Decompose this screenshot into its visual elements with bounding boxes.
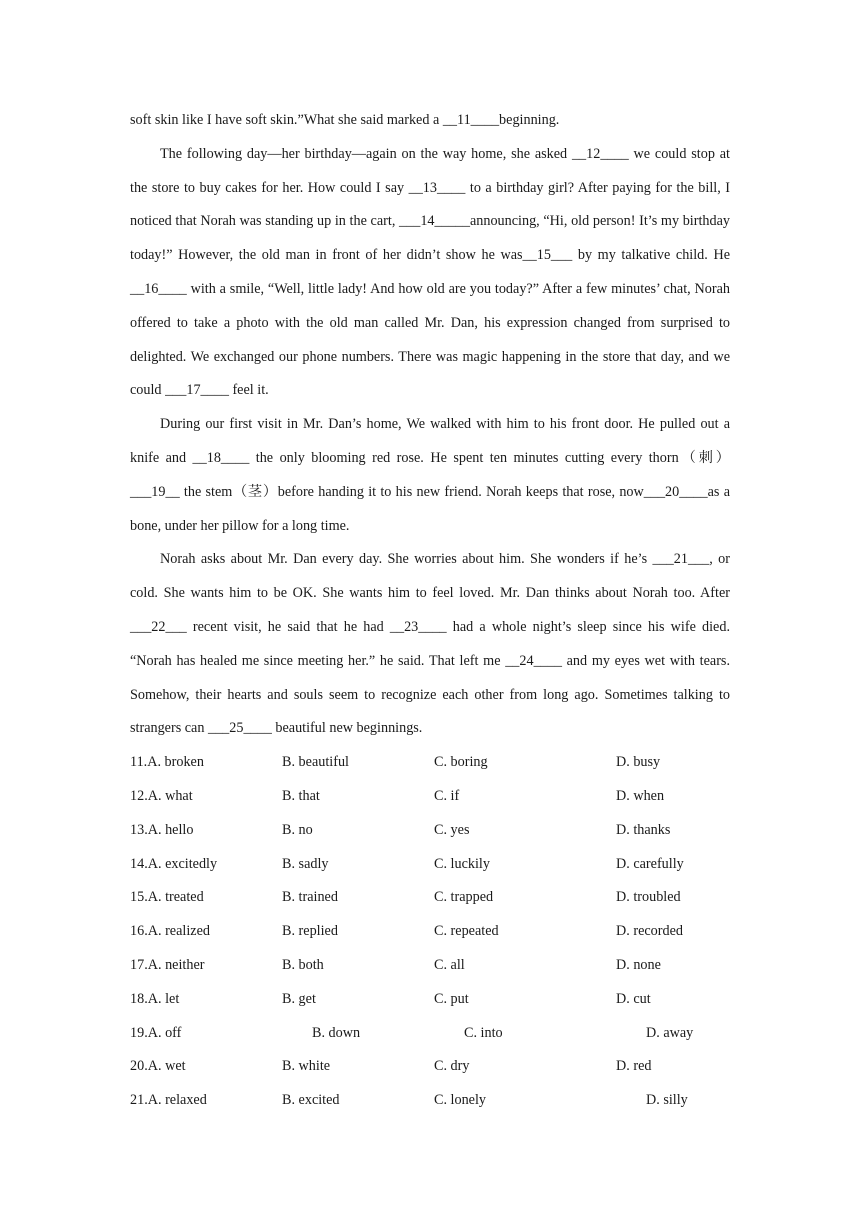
- option-b: B. replied: [282, 923, 338, 940]
- option-d: D. red: [616, 1058, 652, 1075]
- option-row-20: [130, 1050, 730, 1084]
- answer-options: [130, 746, 730, 1118]
- option-row-11: [130, 746, 730, 780]
- passage-paragraph-1: soft skin like I have soft skin.”What she said marked a __11____beginning.: [130, 112, 560, 128]
- option-c: C. yes: [434, 821, 470, 838]
- option-row-15: [130, 881, 730, 915]
- option-c: C. boring: [434, 754, 488, 771]
- option-a: 21.A. relaxed: [130, 1092, 207, 1109]
- option-row-12: [130, 780, 730, 814]
- option-d: D. when: [616, 787, 665, 804]
- option-b: B. down: [312, 1024, 361, 1041]
- option-c: C. repeated: [434, 923, 499, 940]
- option-a: 17.A. neither: [130, 956, 205, 973]
- option-a: 14.A. excitedly: [130, 855, 218, 872]
- document-page: [130, 104, 730, 1118]
- option-a: 20.A. wet: [130, 1058, 186, 1075]
- passage-paragraph-4: Norah asks about Mr. Dan every day. She worries about him. She wonders if he’s ___21___, or cold. She wants him to be OK. She wants him to feel loved. Mr. Dan thinks about Norah too. After ___22___ recent visit, he said that he had __23____ had a whole night’s sleep since his wife died. “Norah has healed me since meeting her.” he said. That left me __24____ and my eyes wet with tears. Somehow, their hearts and souls seem to recognize each other from long ago. Sometimes talking to strangers can ___25____ beautiful new beginnings.: [130, 551, 730, 737]
- option-a: 18.A. let: [130, 990, 180, 1007]
- option-c: C. put: [434, 990, 469, 1007]
- passage-paragraph-2: The following day—her birthday—again on the way home, she asked __12____ we could stop at the store to buy cakes for her. How could I say __13____ to a birthday girl? After paying for the bill, I noticed that Norah was standing up in the cart, ___14_____announcing, “Hi, old person! It’s my birthday today!” However, the old man in front of her didn’t show he was__15___ by my talkative child. He __16____ with a smile, “Well, little lady! And how old are you today?” After a few minutes’ chat, Norah offered to take a photo with the old man called Mr. Dan, his expression changed from surprised to delighted. We exchanged our phone numbers. There was magic happening in the store that day, and we could ___17____ feel it.: [130, 145, 730, 399]
- option-c: C. all: [434, 956, 465, 973]
- option-b: B. no: [282, 821, 313, 838]
- option-c: C. dry: [434, 1058, 470, 1075]
- option-a: 19.A. off: [130, 1024, 182, 1041]
- option-c: C. luckily: [434, 855, 490, 872]
- option-b: B. sadly: [282, 855, 329, 872]
- option-a: 15.A. treated: [130, 889, 204, 906]
- option-d: D. none: [616, 956, 661, 973]
- option-d: D. recorded: [616, 923, 683, 940]
- option-b: B. trained: [282, 889, 338, 906]
- option-c: C. if: [434, 787, 460, 804]
- option-row-14: [130, 848, 730, 882]
- option-b: B. that: [282, 787, 320, 804]
- option-row-19: [130, 1017, 730, 1051]
- option-d: D. cut: [616, 990, 651, 1007]
- option-row-17: [130, 949, 730, 983]
- option-b: B. both: [282, 956, 324, 973]
- option-a: 13.A. hello: [130, 821, 194, 838]
- option-row-21: [130, 1084, 730, 1118]
- passage-paragraph-3: During our first visit in Mr. Dan’s home, We walked with him to his front door. He pulled out a knife and __18____ the only blooming red rose. He spent ten minutes cutting every thorn（刺）___19__ the stem（茎）before handing it to his new friend. Norah keeps that rose, now___20____as a bone, under her pillow for a long time.: [130, 416, 730, 534]
- option-d: D. carefully: [616, 855, 684, 872]
- option-row-18: [130, 983, 730, 1017]
- option-d: D. thanks: [616, 821, 671, 838]
- option-b: B. excited: [282, 1092, 340, 1109]
- option-d: D. away: [646, 1024, 694, 1041]
- option-c: C. trapped: [434, 889, 494, 906]
- option-a: 12.A. what: [130, 787, 193, 804]
- option-a: 11.A. broken: [130, 754, 204, 771]
- option-row-13: [130, 814, 730, 848]
- option-c: C. into: [464, 1024, 503, 1041]
- option-row-16: [130, 915, 730, 949]
- option-c: C. lonely: [434, 1092, 487, 1109]
- option-d: D. silly: [646, 1092, 688, 1109]
- option-b: B. get: [282, 990, 316, 1007]
- option-d: D. busy: [616, 754, 661, 771]
- option-b: B. beautiful: [282, 754, 349, 771]
- option-a: 16.A. realized: [130, 923, 210, 940]
- option-d: D. troubled: [616, 889, 681, 906]
- option-b: B. white: [282, 1058, 331, 1075]
